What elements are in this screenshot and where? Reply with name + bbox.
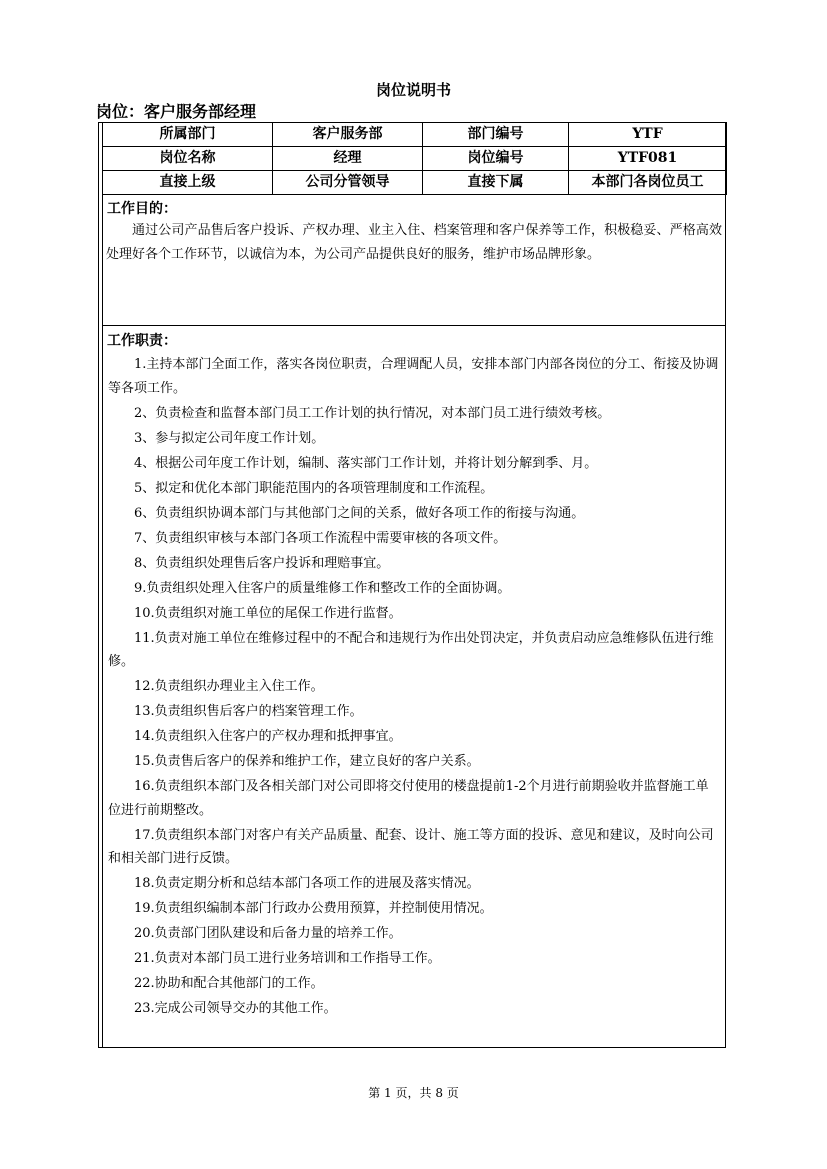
list-item: 20.负责部门团队建设和后备力量的培养工作。 <box>134 926 402 941</box>
table-row <box>103 171 727 195</box>
list-item: 11.负责对施工单位在维修过程中的不配合和违规行为作出处罚决定，并负责启动应急维修队伍进行维修。 <box>108 630 714 669</box>
table-cell-label: 直接下属 <box>423 171 569 195</box>
list-item: 7、负责组织审核与本部门各项工作流程中需要审核的各项文件。 <box>134 530 507 546</box>
purpose-section <box>102 194 726 326</box>
list-item: 19.负责组织编制本部门行政办公费用预算，并控制使用情况。 <box>134 901 493 916</box>
list-item: 14.负责组织入住客户的产权办理和抵押事宜。 <box>134 729 402 744</box>
table-cell-label: 岗位名称 <box>103 147 273 171</box>
duties-heading: 工作职责： <box>107 333 177 349</box>
table-cell-label: 直接上级 <box>103 171 273 195</box>
table-cell-label: 部门编号 <box>423 123 569 147</box>
page-footer: 第 1 页，共 8 页 <box>368 1086 459 1100</box>
list-item: 4、根据公司年度工作计划，编制、落实部门工作计划，并将计划分解到季、月。 <box>134 455 598 471</box>
purpose-text: 通过公司产品售后客户投诉、产权办理、业主入住、档案管理和客户保养等工作，积极稳妥、严格高效处理好各个工作环节，以诚信为本，为公司产品提供良好的服务，维护市场品牌形象。 <box>106 223 722 262</box>
purpose-heading: 工作目的： <box>107 201 177 217</box>
table-cell-label: 岗位编号 <box>423 147 569 171</box>
duties-section <box>102 326 726 1048</box>
table-cell-value: 本部门各岗位员工 <box>569 171 727 195</box>
table-cell-label: 所属部门 <box>103 123 273 147</box>
info-table <box>102 122 727 195</box>
table-cell-value: 经理 <box>273 147 423 171</box>
document-title: 岗位说明书 <box>375 81 451 99</box>
list-item: 16.负责组织本部门及各相关部门对公司即将交付使用的楼盘提前1-2个月进行前期验收并监督施工单位进行前期整改。 <box>108 779 709 818</box>
table-cell-value: 客户服务部 <box>273 123 423 147</box>
duties-list <box>102 353 726 1021</box>
list-item: 8、负责组织处理售后客户投诉和理赔事宜。 <box>134 555 390 571</box>
table-cell-value: YTF <box>569 123 727 147</box>
table-cell-value: 公司分管领导 <box>273 171 423 195</box>
list-item: 10.负责组织对施工单位的尾保工作进行监督。 <box>134 605 402 621</box>
list-item: 17.负责组织本部门对客户有关产品质量、配套、设计、施工等方面的投诉、意见和建议，及时向公司和相关部门进行反馈。 <box>108 827 714 866</box>
list-item: 22.协助和配合其他部门的工作。 <box>134 976 324 991</box>
table-row <box>103 147 727 171</box>
list-item: 18.负责定期分析和总结本部门各项工作的进展及落实情况。 <box>134 876 480 891</box>
list-item: 1.主持本部门全面工作，落实各岗位职责，合理调配人员，安排本部门内部各岗位的分工、衔接及协调等各项工作。 <box>108 357 719 396</box>
table-row <box>103 123 727 147</box>
list-item: 13.负责组织售后客户的档案管理工作。 <box>134 704 363 719</box>
list-item: 12.负责组织办理业主入住工作。 <box>134 679 324 694</box>
table-cell-value: YTF081 <box>569 147 727 171</box>
list-item: 9.负责组织处理入住客户的质量维修工作和整改工作的全面协调。 <box>134 580 511 596</box>
list-item: 3、参与拟定公司年度工作计划。 <box>134 430 325 446</box>
list-item: 21.负责对本部门员工进行业务培训和工作指导工作。 <box>134 951 441 966</box>
list-item: 6、负责组织协调本部门与其他部门之间的关系，做好各项工作的衔接与沟通。 <box>134 505 585 521</box>
list-item: 15.负责售后客户的保养和维护工作，建立良好的客户关系。 <box>134 754 480 769</box>
list-item: 23.完成公司领导交办的其他工作。 <box>134 1001 337 1016</box>
list-item: 2、负责检查和监督本部门员工工作计划的执行情况，对本部门员工进行绩效考核。 <box>134 405 611 421</box>
list-item: 5、拟定和优化本部门职能范围内的各项管理制度和工作流程。 <box>134 480 494 496</box>
position-line: 岗位：客户服务部经理 <box>96 102 257 121</box>
